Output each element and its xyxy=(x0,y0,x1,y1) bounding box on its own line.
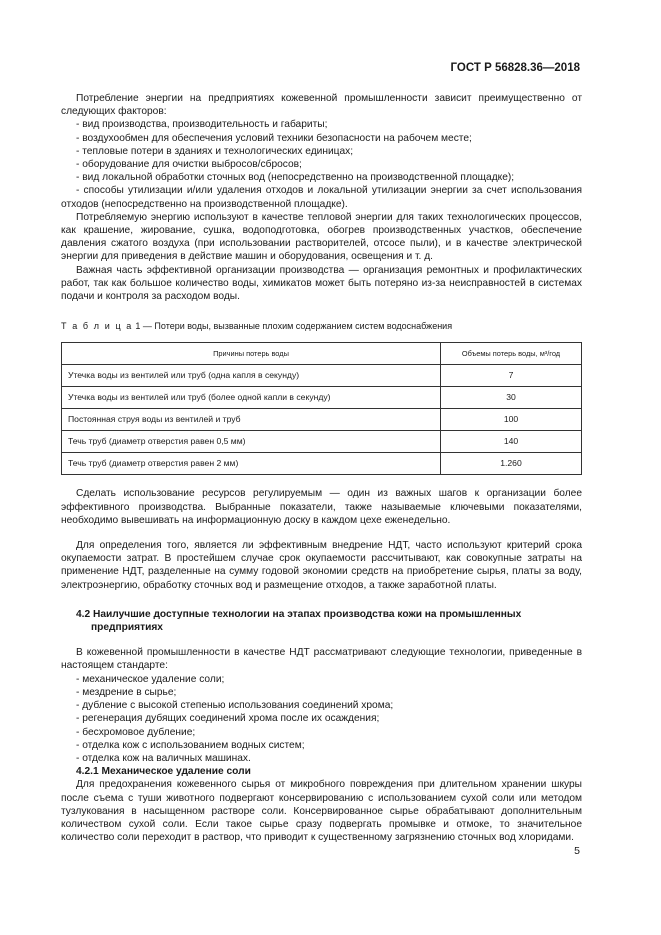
table-cell-volume: 140 xyxy=(441,431,582,453)
list-item: - вид локальной обработки сточных вод (непосредственно на производственной площадке); xyxy=(76,172,515,184)
technologies-list xyxy=(61,673,582,765)
paragraph-payback: Для определения того, является ли эффективным внедрение НДТ, часто используют критерий срока окупаемости затрат. В простейшем случае срок окупаемости рассчитывают, как совокупные затраты на применение НДТ, разделенные на сумму годовой экономии средств на приобретение сырья, платы за воду, электроэнергию, обработку сточных вод и размещение отходов, а также заработной платы. xyxy=(61,540,582,591)
intro-paragraph-2: Потребляемую энергию используют в качестве тепловой энергии для таких технологических процессов, как крашение, жирование, сушка, водоподготовка, обогрев производственных участков, обеспечение давления сжатого воздуха (при использовании растворителей, отсосе пыли), и в качестве электрической энергии для приведения в действие машин и оборудования, освещения и т. д. xyxy=(61,211,582,263)
table-cell-cause: Течь труб (диаметр отверстия равен 0,5 мм) xyxy=(62,431,441,453)
section-4-2-1-paragraph: Для предохранения кожевенного сырья от микробного повреждения при длительном хранении шкуры после съема с туши животного подвергают консервированию с использованием сухой соли или методом тузлукования в насыщенном растворе соли. Консервированное сырье обрабатывают дополнительным количеством сухой соли. Если такое сырье сразу подвергать промывке и отмоке, то значительное количество соли переходит в раствор, что приводит к существенному загрязнению сточных вод хлоридами. xyxy=(61,779,582,844)
table-header-row xyxy=(62,343,582,365)
list-item: - бесхромовое дубление; xyxy=(76,726,196,738)
page-number: 5 xyxy=(574,845,580,857)
list-item: - механическое удаление соли; xyxy=(76,673,225,685)
list-item: - отделка кож с использованием водных систем; xyxy=(76,739,305,751)
page-content xyxy=(61,92,582,844)
table-cell-volume: 30 xyxy=(441,387,582,409)
table-row xyxy=(62,431,582,453)
list-item: - воздухообмен для обеспечения условий техники безопасности на рабочем месте; xyxy=(76,132,472,144)
table-cell-cause: Утечка воды из вентилей или труб (одна капля в секунду) xyxy=(62,365,441,387)
list-item: - регенерация дубящих соединений хрома после их осаждения; xyxy=(76,713,380,725)
list-item: - вид производства, производительность и габариты; xyxy=(76,119,328,131)
section-title-line: 4.2 Наилучшие доступные технологии на этапах производства кожи на промышленных xyxy=(76,608,522,620)
column-header-causes: Причины потерь воды xyxy=(62,343,441,365)
table-caption-text: 1 — Потери воды, вызванные плохим содержанием систем водоснабжения xyxy=(132,321,453,332)
table-row xyxy=(62,365,582,387)
paragraph-resources: Сделать использование ресурсов регулируемым — один из важных шагов к организации более эффективного производства. Выбранные показатели, также называемые ключевыми показателями, необходимо вывешивать на информационную доску в каждом цехе еженедельно. xyxy=(61,488,582,526)
document-header: ГОСТ Р 56828.36—2018 xyxy=(450,62,580,74)
section-4-2-paragraph: В кожевенной промышленности в качестве НДТ рассматривают следующие технологии, приведенные в настоящем стандарте: xyxy=(61,647,582,672)
section-4-2-title xyxy=(61,608,582,634)
table-row xyxy=(62,409,582,431)
intro-paragraph-1: Потребление энергии на предприятиях кожевенной промышленности зависит преимущественно от следующих факторов: xyxy=(61,93,582,118)
column-header-volumes: Объемы потерь воды, м³/год xyxy=(441,343,582,365)
section-title-line: предприятиях xyxy=(91,622,163,634)
section-4-2-1-title: 4.2.1 Механическое удаление соли xyxy=(76,766,251,778)
intro-paragraph-3: Важная часть эффективной организации производства — организация ремонтных и профилактических работ, так как большое количество воды, химикатов может быть потеряно из-за неисправностей в системах подачи и контроля за расходом воды. xyxy=(61,264,582,303)
list-item: - мездрение в сырье; xyxy=(76,686,177,698)
water-loss-table xyxy=(61,342,582,475)
table-cell-volume: 7 xyxy=(441,365,582,387)
table-cell-volume: 100 xyxy=(441,409,582,431)
table-label: Т а б л и ц а xyxy=(61,321,133,332)
table-caption xyxy=(61,320,582,333)
list-item: - тепловые потери в зданиях и технологических единицах; xyxy=(76,145,354,157)
table-cell-cause: Утечка воды из вентилей или труб (более одной капли в секунду) xyxy=(62,387,441,409)
table-cell-cause: Течь труб (диаметр отверстия равен 2 мм) xyxy=(62,453,441,475)
table-row xyxy=(62,387,582,409)
factors-list xyxy=(61,118,582,210)
list-item: - дубление с высокой степенью использования соединений хрома; xyxy=(76,700,394,712)
table-row xyxy=(62,453,582,475)
list-item: - отделка кож на валичных машинах. xyxy=(76,752,251,764)
list-item: - оборудование для очистки выбросов/сбросов; xyxy=(76,159,302,171)
table-cell-cause: Постоянная струя воды из вентилей и труб xyxy=(62,409,441,431)
table-cell-volume: 1.260 xyxy=(441,453,582,475)
list-item: - способы утилизации и/или удаления отходов и локальной утилизации энергии за счет использования отходов (непосредственно на производственной площадке). xyxy=(61,185,582,210)
